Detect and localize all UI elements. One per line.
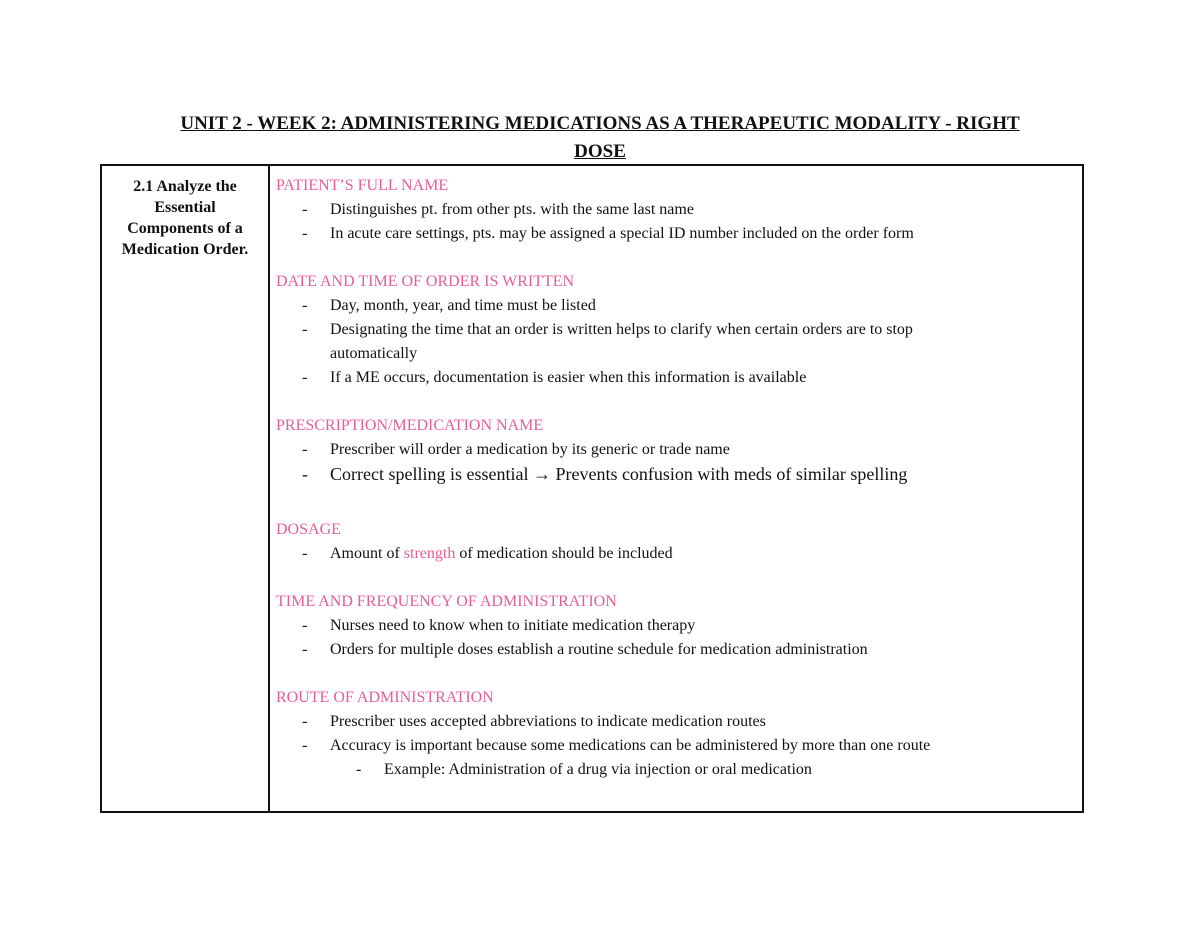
list-item xyxy=(276,366,1072,390)
list-item xyxy=(276,542,1072,566)
section-medication-name xyxy=(276,414,1072,486)
item-text: Nurses need to know when to initiate medication therapy xyxy=(330,617,696,634)
section-heading: PRESCRIPTION/MEDICATION NAME xyxy=(276,417,544,434)
title-line-2: DOSE xyxy=(574,141,626,162)
page-title xyxy=(100,110,1100,166)
list-item xyxy=(276,438,1072,462)
section-frequency xyxy=(276,590,1072,662)
title-line-1: UNIT 2 - WEEK 2: ADMINISTERING MEDICATIONS AS A THERAPEUTIC MODALITY - RIGHT xyxy=(180,113,1020,134)
item-text: Orders for multiple doses establish a routine schedule for medication administration xyxy=(330,641,868,658)
dash-marker: - xyxy=(302,201,308,218)
dash-marker: - xyxy=(302,737,308,754)
list-item xyxy=(276,198,1072,222)
item-text: Day, month, year, and time must be listed xyxy=(330,297,596,314)
section-heading: TIME AND FREQUENCY OF ADMINISTRATION xyxy=(276,593,617,610)
dash-marker: - xyxy=(302,321,308,338)
item-text: Correct spelling is essential → Prevents confusion with meds of similar spelling xyxy=(330,464,908,484)
item-text: If a ME occurs, documentation is easier when this information is available xyxy=(330,369,807,386)
highlighted-word: strength xyxy=(403,545,456,562)
item-text: Example: Administration of a drug via injection or oral medication xyxy=(384,761,812,778)
dash-marker: - xyxy=(302,545,308,562)
list-item xyxy=(276,222,1072,246)
objective-line: Essential xyxy=(154,199,216,216)
list-item xyxy=(276,318,1072,366)
objective-line: Components of a xyxy=(127,220,243,237)
section-route xyxy=(276,686,1072,782)
list-item xyxy=(276,710,1072,734)
dash-marker: - xyxy=(302,617,308,634)
section-heading: PATIENT’S FULL NAME xyxy=(276,177,449,194)
objectives-table xyxy=(100,164,1084,813)
objective-line: 2.1 Analyze the xyxy=(133,178,237,195)
dash-marker: - xyxy=(302,225,308,242)
section-dosage xyxy=(276,518,1072,566)
dash-marker: - xyxy=(302,297,308,314)
item-text: Amount of xyxy=(330,545,404,562)
item-text: Accuracy is important because some medications can be administered by more than one route xyxy=(330,737,931,754)
dash-marker: - xyxy=(302,713,308,730)
objective-cell xyxy=(102,166,270,811)
list-item xyxy=(276,462,1072,486)
item-text: Prescriber will order a medication by its generic or trade name xyxy=(330,441,730,458)
content-cell xyxy=(270,166,1082,811)
section-patient-name xyxy=(276,174,1072,246)
sub-list-item xyxy=(276,758,1072,782)
dash-marker: - xyxy=(302,369,308,386)
section-heading: DOSAGE xyxy=(276,521,341,538)
dash-marker: - xyxy=(302,641,308,658)
list-item xyxy=(276,638,1072,662)
dash-marker: - xyxy=(302,464,308,484)
section-date-time xyxy=(276,270,1072,390)
item-text: Distinguishes pt. from other pts. with the same last name xyxy=(330,201,694,218)
item-text: In acute care settings, pts. may be assigned a special ID number included on the order form xyxy=(330,225,914,242)
list-item xyxy=(276,294,1072,318)
section-heading: ROUTE OF ADMINISTRATION xyxy=(276,689,494,706)
dash-marker: - xyxy=(302,441,308,458)
dash-marker: - xyxy=(356,761,362,778)
item-text: Designating the time that an order is written helps to clarify when certain orders are to stop xyxy=(330,321,913,338)
list-item xyxy=(276,614,1072,638)
item-text-continued: automatically xyxy=(330,345,418,362)
section-heading: DATE AND TIME OF ORDER IS WRITTEN xyxy=(276,273,575,290)
list-item xyxy=(276,734,1072,758)
item-text: of medication should be included xyxy=(455,545,673,562)
item-text: Prescriber uses accepted abbreviations to indicate medication routes xyxy=(330,713,766,730)
objective-line: Medication Order. xyxy=(121,241,249,258)
